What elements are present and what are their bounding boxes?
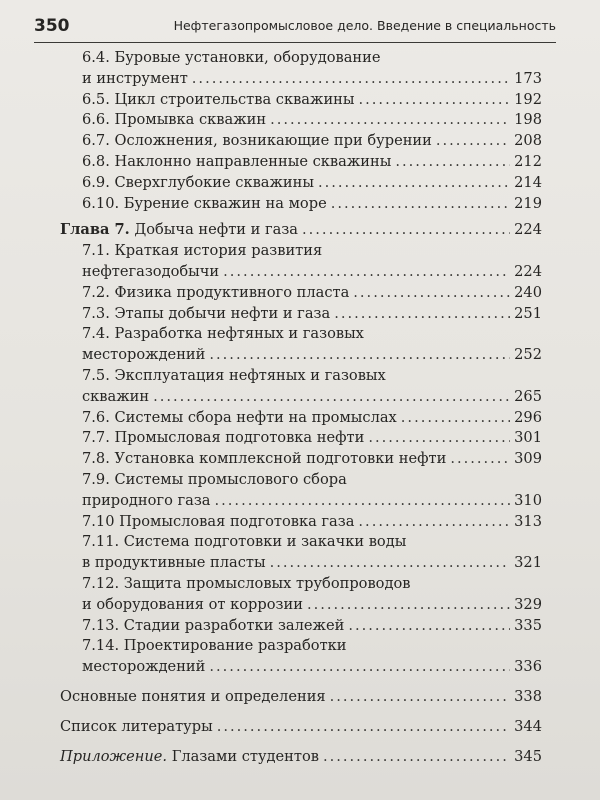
toc-entry-row: [82, 616, 542, 637]
toc-page-number: 214: [514, 173, 542, 191]
toc-entry-title: 6.8. Наклонно направленные скважины: [82, 152, 392, 170]
toc-page-number: 192: [514, 90, 542, 108]
toc-entry: [82, 449, 542, 470]
toc-entry-row: [82, 512, 542, 533]
toc-entry-title: природного газа: [82, 491, 211, 509]
dot-leader: [334, 304, 510, 325]
toc-page-number: 198: [514, 111, 542, 129]
toc-entry-title: [60, 220, 298, 241]
toc-page-number: 240: [514, 283, 542, 301]
dot-leader: [436, 131, 510, 152]
toc-page-number: 208: [514, 132, 542, 150]
toc-entry-title: скважин: [82, 387, 150, 405]
toc-page-number: 335: [514, 616, 542, 634]
dot-leader: [153, 387, 510, 408]
toc-entry: [60, 747, 542, 768]
toc-entry-row: [60, 717, 542, 738]
toc-entry-row: [82, 304, 542, 325]
dot-leader: [192, 69, 510, 90]
toc-entry-row: [82, 553, 542, 574]
toc-entry-title: 7.13. Стадии разработки залежей: [82, 616, 345, 634]
toc-entry-row: [82, 90, 542, 111]
toc-entry-row: [82, 345, 542, 366]
toc-entry: [82, 408, 542, 429]
toc-entry: [82, 110, 542, 131]
toc-entry-title-line: 7.12. Защита промысловых трубопроводов: [82, 574, 411, 592]
toc-page-number: 301: [514, 429, 542, 447]
toc-entry-title: месторождений: [82, 346, 206, 364]
toc-entry: [82, 48, 542, 90]
toc-entry: [82, 574, 542, 616]
toc-entry-title: 7.8. Установка комплексной подготовки нефти: [82, 450, 447, 468]
toc-entry-title: [60, 747, 319, 768]
dot-leader: [323, 747, 510, 768]
toc-entry-title: 7.3. Этапы добычи нефти и газа: [82, 304, 331, 322]
toc-entry-title: Основные понятия и определения: [60, 687, 326, 705]
toc-page-number: 224: [514, 221, 542, 239]
toc-entry-title: 7.6. Системы сбора нефти на промыслах: [82, 408, 397, 426]
running-header: [34, 14, 556, 43]
toc-entry-row: [82, 69, 542, 90]
dot-leader: [209, 657, 510, 678]
toc-entry-row: [82, 173, 542, 194]
toc-page-number: 173: [514, 69, 542, 87]
toc-page-number: 252: [514, 346, 542, 364]
toc-entry: [82, 512, 542, 533]
toc-entry-row: [82, 387, 542, 408]
toc-entry-row: [82, 428, 542, 449]
dot-leader: [358, 512, 510, 533]
toc-entry: [82, 366, 542, 408]
toc-entry-title-line: 7.14. Проектирование разработки: [82, 637, 347, 655]
dot-leader: [331, 194, 510, 215]
toc-entry-row: [82, 283, 542, 304]
toc-entry: [60, 717, 542, 738]
chapter-title: Добыча нефти и газа: [134, 221, 299, 239]
dot-leader: [270, 110, 510, 131]
toc-entry: [82, 532, 542, 574]
toc-entry-title: 7.7. Промысловая подготовка нефти: [82, 429, 365, 447]
toc-page-number: 344: [514, 717, 542, 735]
toc-entry-title: 7.10 Промысловая подготовка газа: [82, 512, 355, 530]
toc-page-number: 219: [514, 194, 542, 212]
dot-leader: [348, 616, 510, 637]
toc-entry-row: [82, 657, 542, 678]
toc-entry-row: [60, 220, 542, 241]
dot-leader: [318, 173, 510, 194]
toc-page-number: 313: [514, 512, 542, 530]
toc-entry: [82, 304, 542, 325]
toc-entry: [60, 220, 542, 241]
toc-entry-row: [82, 491, 542, 512]
dot-leader: [217, 717, 510, 738]
toc-entry-row: [82, 262, 542, 283]
toc-entry-row: [60, 687, 542, 708]
dot-leader: [215, 491, 511, 512]
table-of-contents: [60, 48, 542, 767]
toc-entry: [82, 470, 542, 512]
toc-page-number: 345: [514, 747, 542, 765]
toc-entry-row: [82, 449, 542, 470]
dot-leader: [395, 152, 510, 173]
toc-entry-title: в продуктивные пласты: [82, 554, 266, 572]
toc-entry-title: и оборудования от коррозии: [82, 595, 303, 613]
toc-entry: [82, 152, 542, 173]
dot-leader: [353, 283, 510, 304]
toc-entry: [82, 616, 542, 637]
toc-entry: [82, 636, 542, 678]
toc-entry-title-line: 7.1. Краткая история развития: [82, 242, 323, 260]
toc-page-number: 329: [514, 595, 542, 613]
toc-page-number: 336: [514, 658, 542, 676]
toc-page-number: 212: [514, 152, 542, 170]
toc-page-number: 310: [514, 491, 542, 509]
toc-entry: [82, 90, 542, 111]
toc-entry: [82, 283, 542, 304]
toc-entry-title: 6.10. Бурение скважин на море: [82, 194, 327, 212]
toc-entry-title: нефтегазодобычи: [82, 262, 220, 280]
toc-entry-title-line: 7.5. Эксплуатация нефтяных и газовых: [82, 366, 386, 384]
appendix-label: Приложение.: [60, 747, 168, 765]
dot-leader: [401, 408, 510, 429]
toc-page-number: 224: [514, 262, 542, 280]
toc-entry-title-line: 6.4. Буровые установки, оборудование: [82, 49, 381, 66]
toc-entry-title: и инструмент: [82, 69, 188, 87]
dot-leader: [270, 553, 511, 574]
toc-entry-title-line: 7.11. Система подготовки и закачки воды: [82, 533, 407, 551]
toc-entry-title: 6.7. Осложнения, возникающие при бурении: [82, 132, 432, 150]
toc-entry: [82, 131, 542, 152]
dot-leader: [330, 687, 511, 708]
toc-entry-title: месторождений: [82, 658, 206, 676]
dot-leader: [307, 595, 510, 616]
toc-entry-title: 6.9. Сверхглубокие скважины: [82, 173, 314, 191]
book-title: Нефтегазопромысловое дело. Введение в специальность: [173, 18, 556, 33]
toc-entry: [82, 324, 542, 366]
toc-entry: [82, 173, 542, 194]
dot-leader: [450, 449, 510, 470]
toc-entry-row: [60, 747, 542, 768]
toc-entry-title-line: 7.9. Системы промыслового сбора: [82, 470, 347, 488]
toc-entry-row: [82, 194, 542, 215]
toc-entry-title: Список литературы: [60, 717, 213, 735]
page-number: 350: [34, 16, 70, 36]
toc-page-number: 251: [514, 304, 542, 322]
toc-entry: [82, 428, 542, 449]
dot-leader: [223, 262, 510, 283]
toc-entry-row: [82, 110, 542, 131]
toc-entry-row: [82, 408, 542, 429]
toc-entry-title: 6.5. Цикл строительства скважины: [82, 90, 355, 108]
dot-leader: [302, 220, 510, 241]
toc-page-number: 321: [514, 554, 542, 572]
appendix-title: Глазами студентов: [171, 747, 319, 765]
toc-entry-title-line: 7.4. Разработка нефтяных и газовых: [82, 325, 364, 343]
toc-entry: [60, 687, 542, 708]
toc-page-number: 309: [514, 450, 542, 468]
toc-entry-title: 7.2. Физика продуктивного пласта: [82, 283, 350, 301]
toc-entry-row: [82, 131, 542, 152]
toc-page-number: 296: [514, 408, 542, 426]
toc-entry-row: [82, 595, 542, 616]
toc-entry: [82, 241, 542, 283]
toc-page-number: 265: [514, 387, 542, 405]
toc-page-number: 338: [514, 687, 542, 705]
dot-leader: [368, 428, 510, 449]
toc-entry-title: 6.6. Промывка скважин: [82, 111, 267, 129]
dot-leader: [209, 345, 510, 366]
toc-entry: [82, 194, 542, 215]
dot-leader: [359, 90, 511, 111]
chapter-label: Глава 7.: [60, 221, 130, 239]
toc-entry-row: [82, 152, 542, 173]
